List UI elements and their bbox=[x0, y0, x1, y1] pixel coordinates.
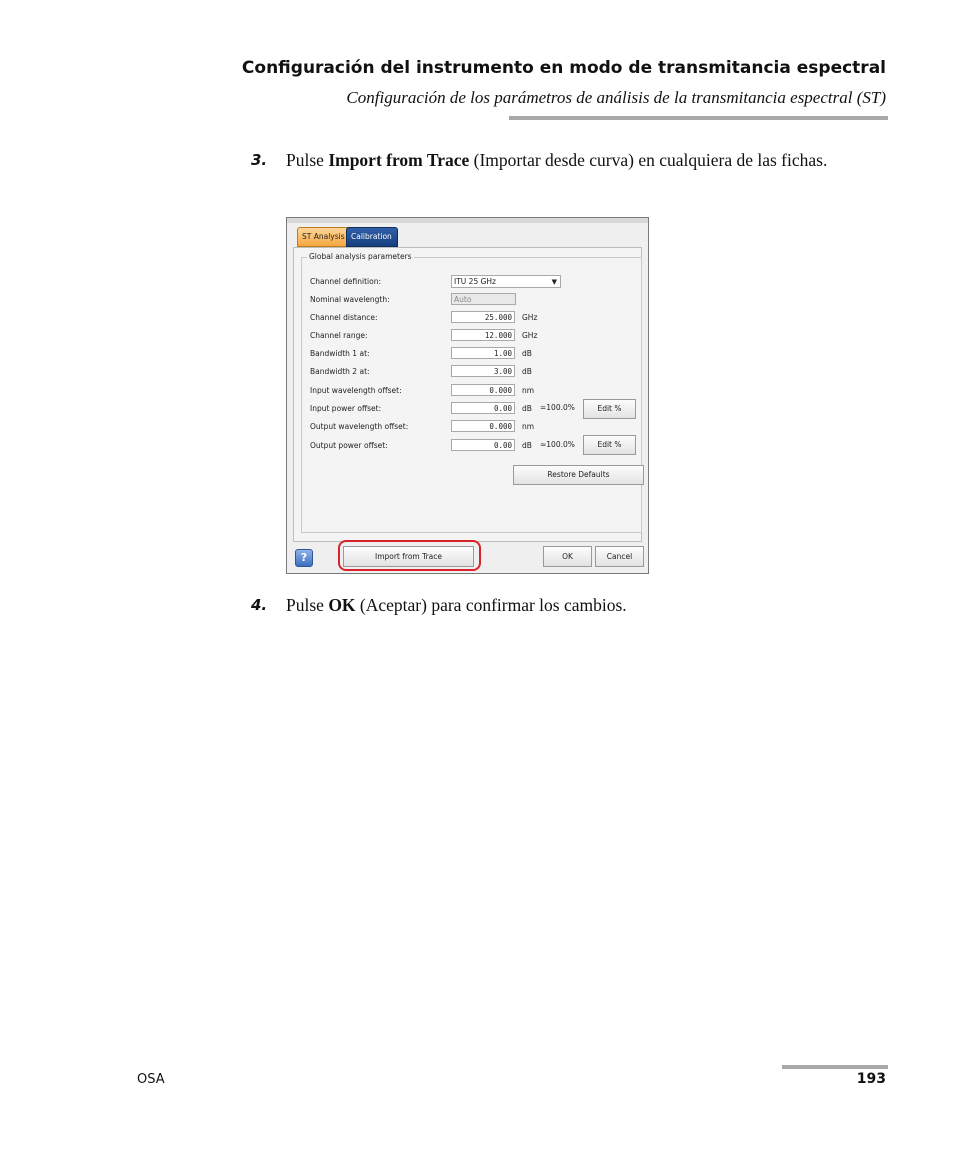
st-analysis-dialog bbox=[286, 217, 649, 574]
input-wavelength-offset-input[interactable]: 0.000 bbox=[451, 384, 515, 396]
field-label: Channel range: bbox=[310, 331, 368, 340]
channel-distance-input[interactable]: 25.000 bbox=[451, 311, 515, 323]
step-text-bold: Import from Trace bbox=[328, 150, 470, 170]
cancel-button[interactable]: Cancel bbox=[595, 546, 644, 567]
unit-label: nm bbox=[522, 422, 535, 431]
ok-button[interactable]: OK bbox=[543, 546, 592, 567]
percent-readout: =100.0% bbox=[540, 403, 575, 412]
tab-calibration[interactable]: Calibration bbox=[346, 227, 398, 247]
highlight-annotation bbox=[338, 540, 481, 571]
tab-panel bbox=[293, 247, 642, 542]
step-number: 3. bbox=[251, 151, 268, 169]
group-title: Global analysis parameters bbox=[309, 252, 412, 261]
step-text bbox=[286, 147, 886, 173]
step-number: 4. bbox=[251, 596, 268, 614]
field-label: Bandwidth 1 at: bbox=[310, 349, 370, 358]
output-wavelength-offset-input[interactable]: 0.000 bbox=[451, 420, 515, 432]
help-icon[interactable]: ? bbox=[295, 549, 313, 567]
page-header-subtitle: Configuración de los parámetros de análisis de la transmitancia espectral (ST) bbox=[346, 88, 886, 107]
unit-label: dB bbox=[522, 367, 532, 376]
edit-percent-button[interactable]: Edit % bbox=[583, 399, 636, 419]
step-text-post: (Importar desde curva) en cualquiera de las fichas. bbox=[469, 150, 828, 170]
field-label: Input power offset: bbox=[310, 404, 382, 413]
step-text-pre: Pulse bbox=[286, 595, 329, 615]
channel-range-input[interactable]: 12.000 bbox=[451, 329, 515, 341]
field-label: Input wavelength offset: bbox=[310, 386, 402, 395]
bandwidth-2-input[interactable]: 3.00 bbox=[451, 365, 515, 377]
dialog-top-bar bbox=[287, 218, 648, 223]
unit-label: dB bbox=[522, 441, 532, 450]
chevron-down-icon: ▼ bbox=[551, 278, 557, 286]
global-analysis-group bbox=[301, 252, 642, 533]
step-text-pre: Pulse bbox=[286, 150, 329, 170]
import-from-trace-button[interactable]: Import from Trace bbox=[343, 546, 474, 567]
unit-label: GHz bbox=[522, 331, 538, 340]
select-value: ITU 25 GHz bbox=[454, 277, 496, 286]
unit-label: nm bbox=[522, 386, 535, 395]
header-rule bbox=[509, 116, 888, 120]
input-power-offset-input[interactable]: 0.00 bbox=[451, 402, 515, 414]
field-label: Bandwidth 2 at: bbox=[310, 367, 370, 376]
unit-label: GHz bbox=[522, 313, 538, 322]
field-label: Output power offset: bbox=[310, 441, 388, 450]
channel-definition-select[interactable] bbox=[451, 275, 561, 288]
percent-readout: ≈100.0% bbox=[540, 440, 575, 449]
field-label: Output wavelength offset: bbox=[310, 422, 409, 431]
step-text bbox=[286, 592, 886, 618]
unit-label: dB bbox=[522, 349, 532, 358]
step-text-post: (Aceptar) para confirmar los cambios. bbox=[355, 595, 627, 615]
page-header-title: Configuración del instrumento en modo de transmitancia espectral bbox=[241, 58, 886, 78]
tab-st-analysis[interactable]: ST Analysis bbox=[297, 227, 355, 247]
restore-defaults-button[interactable]: Restore Defaults bbox=[513, 465, 644, 485]
output-power-offset-input[interactable]: 0.00 bbox=[451, 439, 515, 451]
field-label: Channel definition: bbox=[310, 277, 382, 286]
step-text-bold: OK bbox=[328, 595, 356, 615]
field-label: Nominal wavelength: bbox=[310, 295, 390, 304]
edit-percent-button[interactable]: Edit % bbox=[583, 435, 636, 455]
footer-product: OSA bbox=[137, 1072, 165, 1087]
page-number: 193 bbox=[856, 1071, 886, 1087]
unit-label: dB bbox=[522, 404, 532, 413]
footer-rule bbox=[782, 1065, 888, 1069]
nominal-wavelength-field: Auto bbox=[451, 293, 516, 305]
bandwidth-1-input[interactable]: 1.00 bbox=[451, 347, 515, 359]
field-label: Channel distance: bbox=[310, 313, 378, 322]
